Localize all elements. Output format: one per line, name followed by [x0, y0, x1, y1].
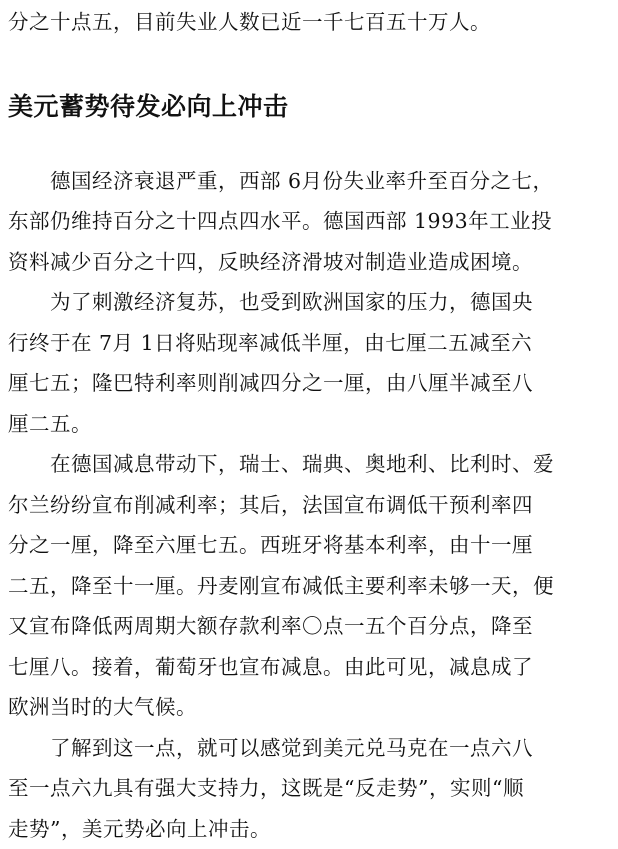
paragraph-line: 为了刺激经济复苏，也受到欧洲国家的压力，德国央: [50, 290, 533, 314]
paragraph-line: 至一点六九具有强大支持力，这既是“反走势”，实则“顺: [8, 776, 524, 800]
paragraph-line: 尔兰纷纷宣布削减利率；其后，法国宣布调低干预利率四: [8, 492, 533, 517]
paragraph-line: 二五，降至十一厘。丹麦刚宣布减低主要利率未够一天，便: [8, 573, 554, 598]
paragraph-line: 了解到这一点，就可以感觉到美元兑马克在一点六八: [50, 735, 533, 760]
paragraph-line: 资料减少百分之十四，反映经济滑坡对制造业造成困境。: [8, 249, 533, 274]
intro-line: 分之十点五，目前失业人数已近一千七百五十万人。: [8, 10, 491, 34]
paragraph-line: 欧洲当时的大气候。: [8, 695, 197, 719]
section-title: 美元蓄势待发必向上冲击: [8, 91, 289, 121]
paragraph-2: [8, 282, 610, 444]
paragraph-1: [8, 161, 610, 283]
paragraph-3: [8, 444, 610, 728]
paragraph-line: 厘二五。: [8, 411, 92, 436]
paragraph-line: 厘七五；隆巴特利率则削减四分之一厘，由八厘半减至八: [8, 371, 533, 395]
paragraph-4: [8, 728, 610, 849]
paragraph-line: 行终于在 7月 1日将贴现率减低半厘，由七厘二五减至六: [8, 330, 533, 355]
paragraph-line: 在德国减息带动下，瑞士、瑞典、奥地利、比利时、爱: [50, 452, 554, 476]
paragraph-line: 又宣布降低两周期大额存款利率〇点一五个百分点，降至: [8, 614, 533, 638]
paragraph-line: 东部仍维持百分之十四点四水平。德国西部 1993年工业投: [8, 209, 553, 233]
paragraph-line: 分之一厘，降至六厘七五。西班牙将基本利率，由十一厘: [8, 533, 533, 557]
paragraph-line: 德国经济衰退严重，西部 6月份失业率升至百分之七，: [50, 168, 554, 193]
paragraph-line: 走势”，美元势必向上冲击。: [8, 816, 271, 841]
paragraph-line: 七厘八。接着，葡萄牙也宣布减息。由此可见，减息成了: [8, 654, 533, 679]
